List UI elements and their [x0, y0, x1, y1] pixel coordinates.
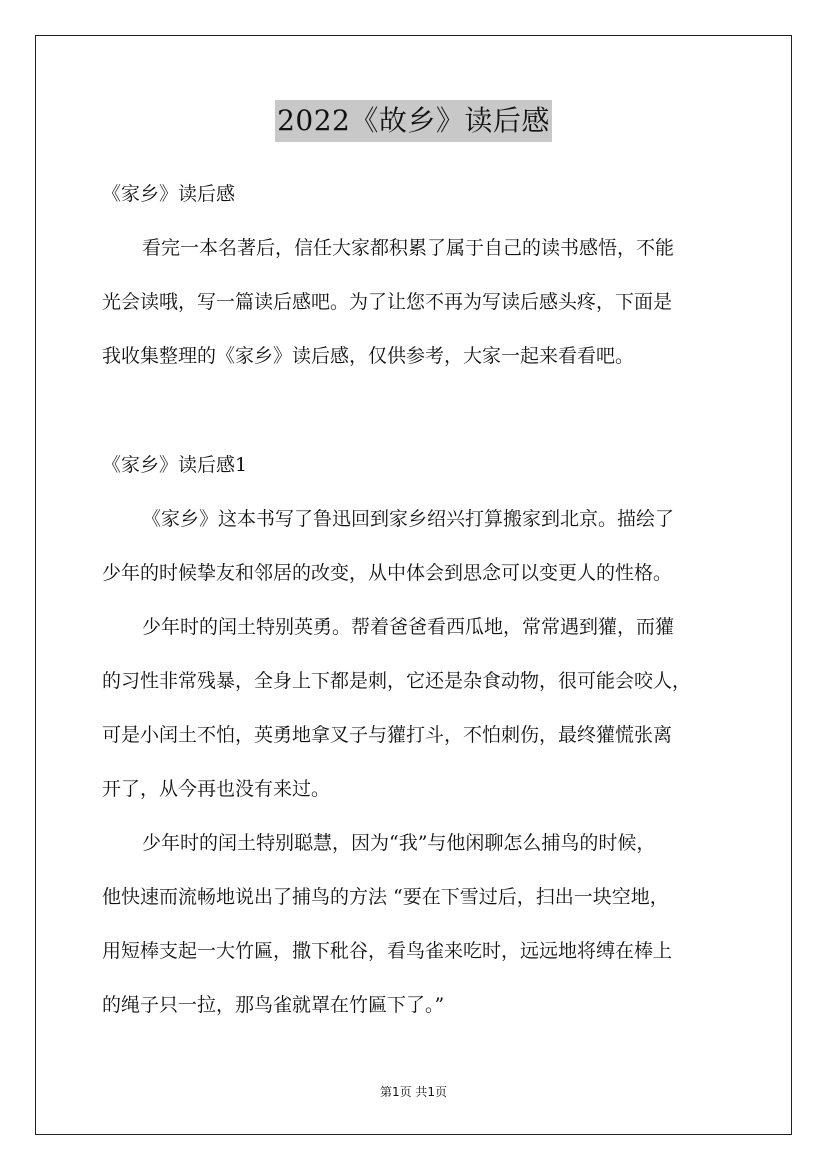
paragraph-3-line-3: 用短棒支起一大竹匾，撒下秕谷，看鸟雀来吃时，远远地将缚在棒上	[102, 940, 673, 962]
section-heading: 《家乡》读后感1	[102, 454, 248, 476]
paragraph-2-line-1: 少年时的闰土特别英勇。帮着爸爸看西瓜地，常常遇到獾，而獾	[142, 616, 675, 638]
intro-line-3: 我收集整理的《家乡》读后感，仅供参考，大家一起来看看吧。	[102, 345, 635, 367]
paragraph-2-line-4: 开了，从今再也没有来过。	[102, 778, 331, 800]
paragraph-3-line-1: 少年时的闰土特别聪慧，因为“我”与他闲聊怎么捕鸟的时候，	[142, 832, 656, 854]
paragraph-1-line-2: 少年的时候挚友和邻居的改变，从中体会到思念可以变更人的性格。	[102, 562, 673, 584]
intro-line-1: 看完一本名著后，信任大家都积累了属于自己的读书感悟，不能	[142, 237, 675, 259]
paragraph-3-line-4: 的绳子只一拉，那鸟雀就罩在竹匾下了。”	[102, 994, 445, 1016]
page-footer: 第1页 共1页	[379, 1085, 448, 1099]
paragraph-2-line-3: 可是小闰土不怕，英勇地拿叉子与獾打斗，不怕刺伤，最终獾慌张离	[102, 724, 673, 746]
intro-line-2: 光会读哦，写一篇读后感吧。为了让您不再为写读后感头疼，下面是	[102, 291, 673, 313]
document-title: 2022《故乡》读后感	[275, 100, 552, 142]
document-title-block	[0, 100, 827, 142]
paragraph-3-line-2: 他快速而流畅地说出了捕鸟的方法 “要在下雪过后，扫出一块空地，	[102, 886, 669, 908]
paragraph-2-line-2: 的习性非常残暴，全身上下都是刺，它还是杂食动物，很可能会咬人，	[102, 670, 692, 692]
paragraph-1-line-1: 《家乡》这本书写了鲁迅回到家乡绍兴打算搬家到北京。描绘了	[142, 508, 675, 530]
subheading: 《家乡》读后感	[102, 183, 236, 205]
